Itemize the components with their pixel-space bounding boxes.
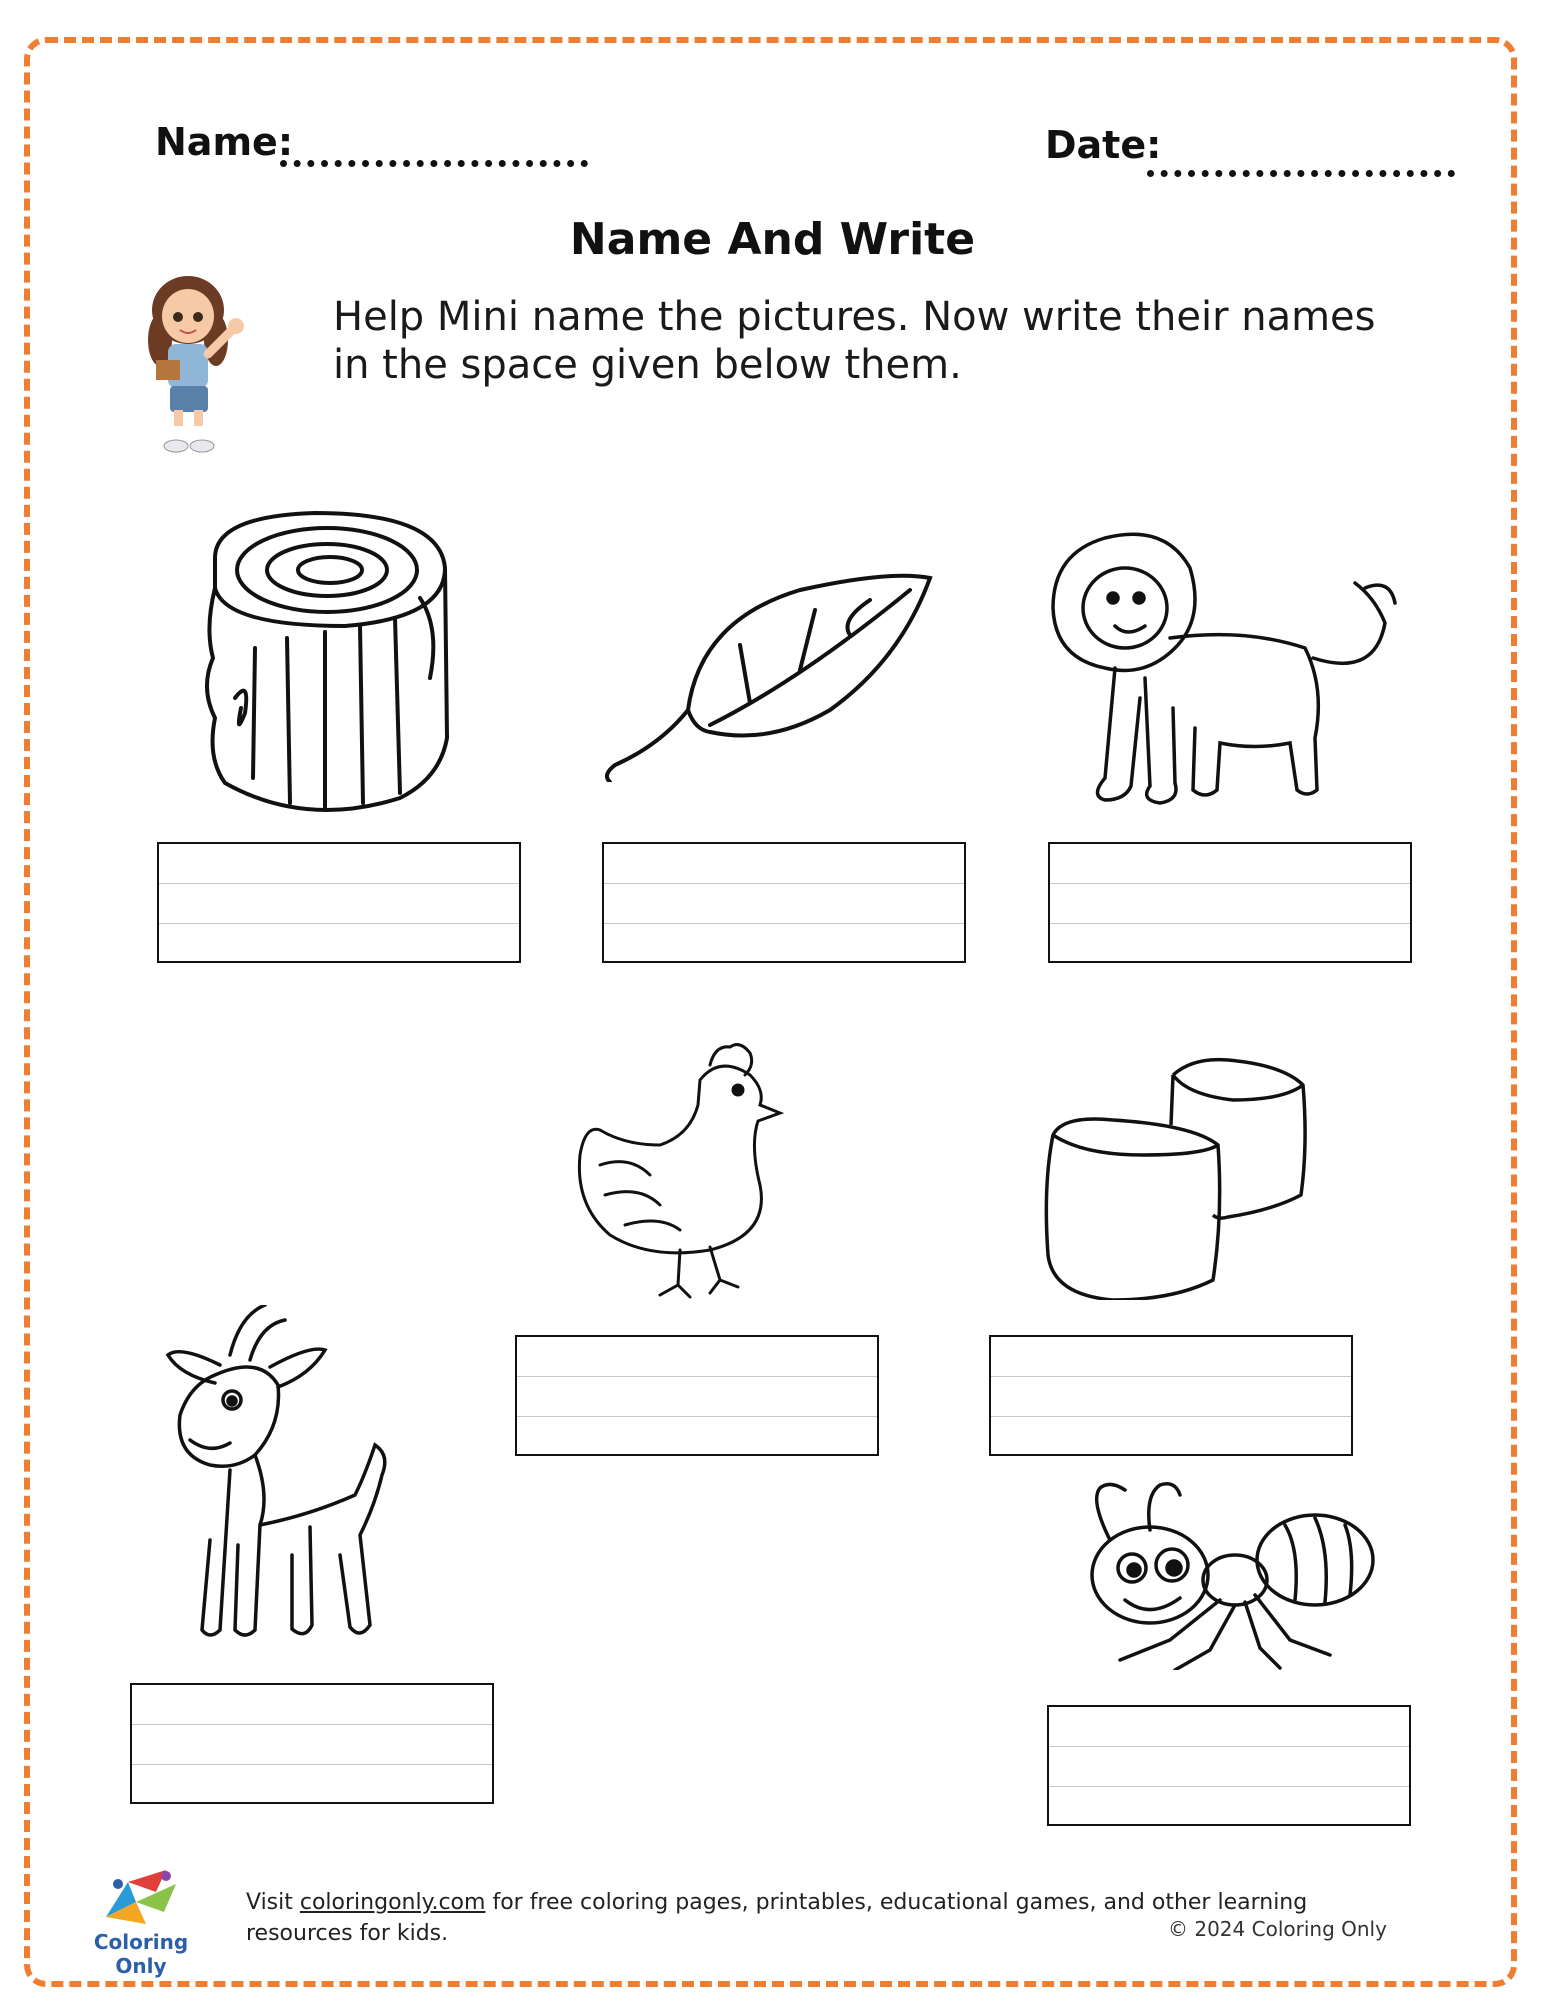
- footer-text-after: for free coloring pages, printables, educational games, and other learning resources for kids.: [246, 1890, 1308, 1946]
- instructions: Help Mini name the pictures. Now write their names in the space given below them.: [333, 294, 1376, 388]
- mini-girl-icon: [130, 262, 258, 462]
- worksheet-title: Name And Write: [569, 214, 976, 265]
- tree-stump-icon: [195, 508, 460, 820]
- date-label: Date:: [1045, 123, 1162, 167]
- logo-text: Coloring Only: [93, 1930, 189, 1978]
- answer-box-lion[interactable]: [1048, 842, 1412, 963]
- name-write-line[interactable]: [280, 160, 588, 167]
- name-label: Name:: [155, 120, 294, 164]
- ice-cubes-icon: [1043, 1055, 1311, 1300]
- answer-box-ant[interactable]: [1047, 1705, 1411, 1826]
- answer-box-hen[interactable]: [515, 1335, 879, 1456]
- coloring-only-logo[interactable]: [66, 1862, 216, 1978]
- leaf-icon: [600, 560, 935, 782]
- copyright: © 2024 Coloring Only: [1168, 1917, 1387, 1941]
- ant-icon: [1070, 1480, 1375, 1670]
- answer-box-goat[interactable]: [130, 1683, 494, 1804]
- answer-box-ice-cubes[interactable]: [989, 1335, 1353, 1456]
- lion-icon: [1045, 528, 1400, 813]
- goat-icon: [160, 1305, 415, 1645]
- answer-box-leaf[interactable]: [602, 842, 966, 963]
- footer-link[interactable]: coloringonly.com: [299, 1890, 486, 1915]
- hen-icon: [570, 1035, 795, 1300]
- answer-box-tree-stump[interactable]: [157, 842, 521, 963]
- footer-text-before: Visit: [246, 1890, 300, 1915]
- date-write-line[interactable]: [1147, 170, 1455, 177]
